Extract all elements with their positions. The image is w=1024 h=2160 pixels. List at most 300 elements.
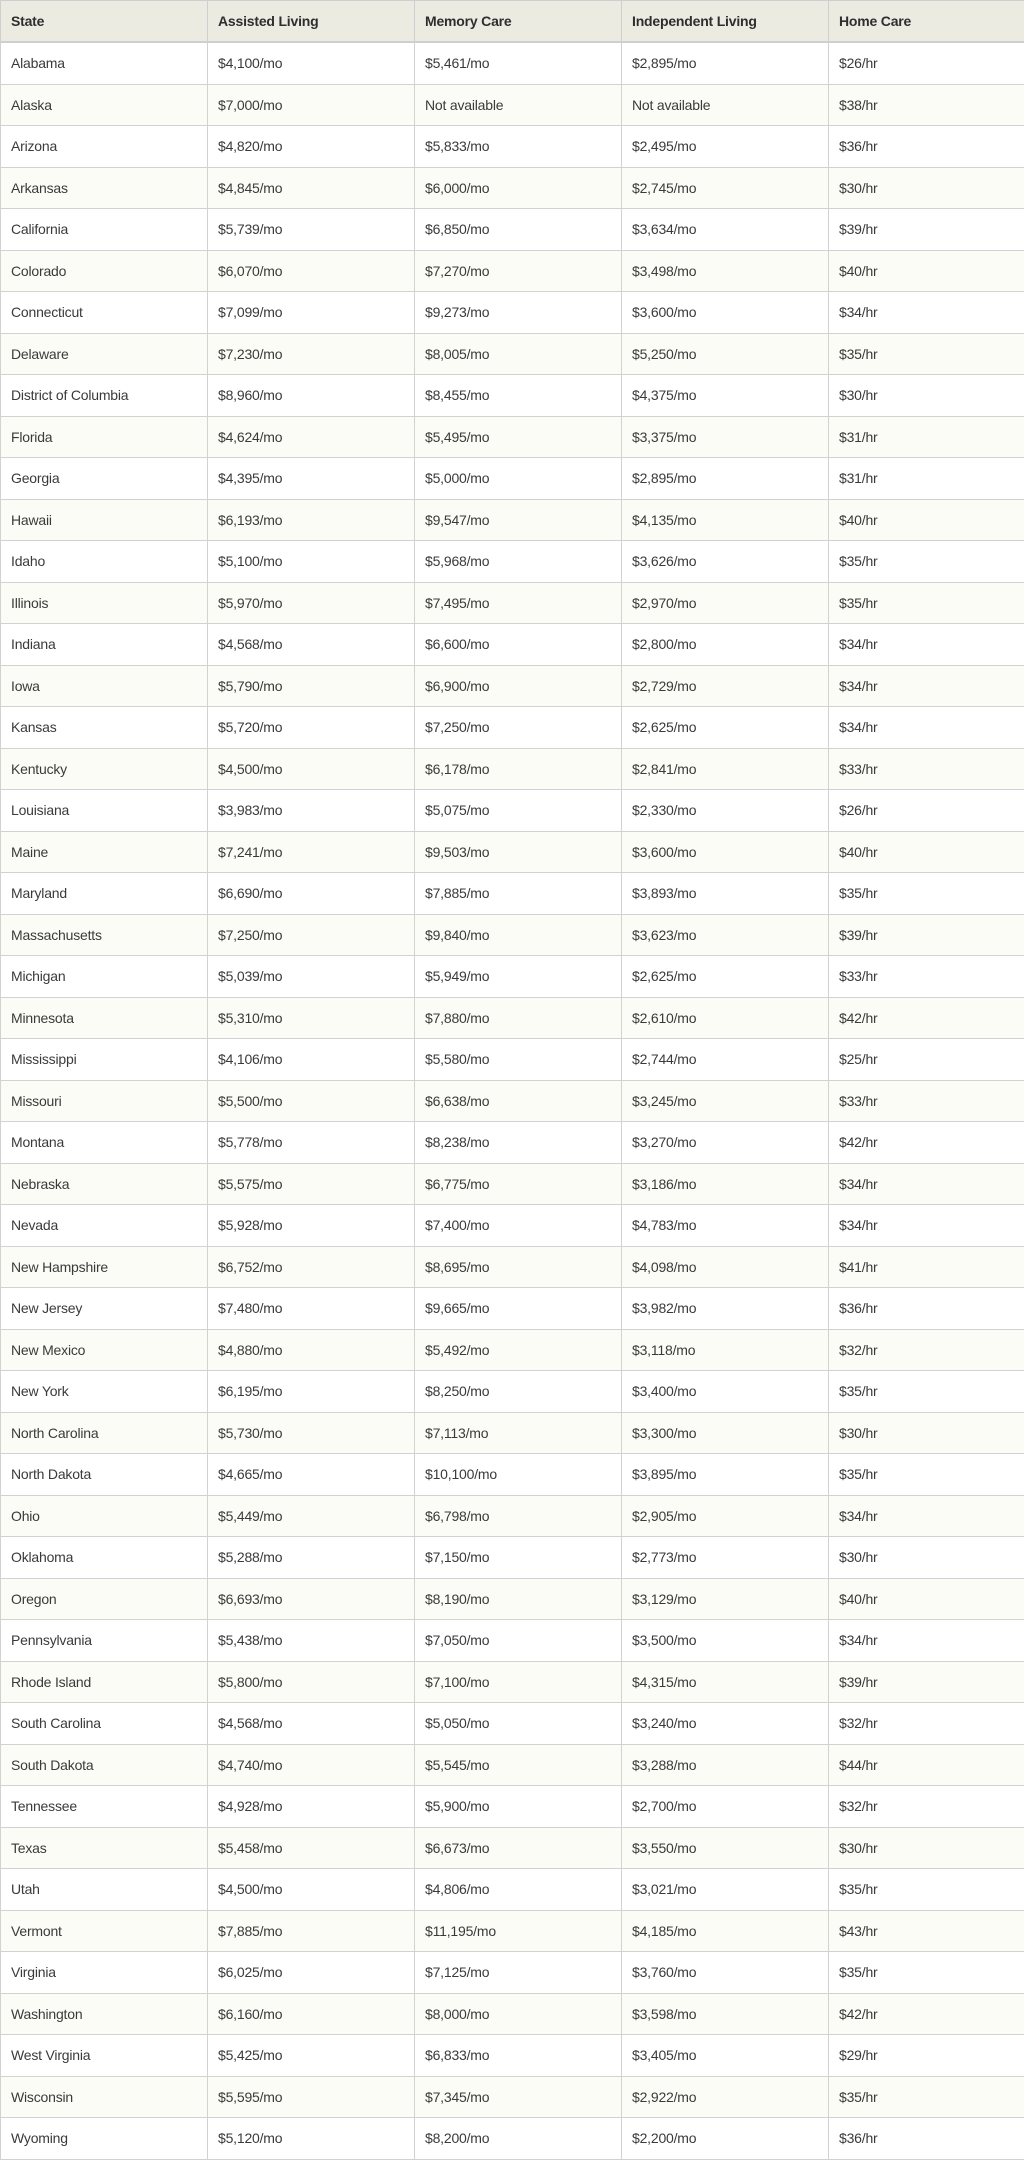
cell-state: Iowa	[1, 665, 208, 707]
cell-memory-care: $5,833/mo	[415, 126, 622, 168]
cell-memory-care: $5,461/mo	[415, 42, 622, 84]
cell-independent-living: $4,315/mo	[622, 1661, 829, 1703]
cell-memory-care: $7,345/mo	[415, 2076, 622, 2118]
cell-home-care: $35/hr	[829, 333, 1024, 375]
cell-home-care: $42/hr	[829, 1993, 1024, 2035]
cell-independent-living: $3,288/mo	[622, 1744, 829, 1786]
cell-state: Pennsylvania	[1, 1620, 208, 1662]
cell-memory-care: $10,100/mo	[415, 1454, 622, 1496]
cell-home-care: $40/hr	[829, 499, 1024, 541]
cell-memory-care: $9,273/mo	[415, 292, 622, 334]
cell-assisted-living: $5,720/mo	[208, 707, 415, 749]
cell-home-care: $42/hr	[829, 1122, 1024, 1164]
table-row	[1, 1578, 1024, 1620]
cell-state: Michigan	[1, 956, 208, 998]
cell-independent-living: $2,610/mo	[622, 997, 829, 1039]
cell-independent-living: $2,200/mo	[622, 2118, 829, 2160]
cell-memory-care: $6,638/mo	[415, 1080, 622, 1122]
cell-assisted-living: $8,960/mo	[208, 375, 415, 417]
cell-state: Minnesota	[1, 997, 208, 1039]
cell-memory-care: $8,005/mo	[415, 333, 622, 375]
cell-independent-living: $3,500/mo	[622, 1620, 829, 1662]
cell-state: Idaho	[1, 541, 208, 583]
cell-memory-care: $5,075/mo	[415, 790, 622, 832]
cell-state: North Carolina	[1, 1412, 208, 1454]
cell-home-care: $34/hr	[829, 665, 1024, 707]
cell-home-care: $42/hr	[829, 997, 1024, 1039]
table-body	[1, 42, 1024, 2159]
cell-state: New Jersey	[1, 1288, 208, 1330]
cell-assisted-living: $7,000/mo	[208, 84, 415, 126]
cell-assisted-living: $6,025/mo	[208, 1952, 415, 1994]
cell-home-care: $31/hr	[829, 458, 1024, 500]
cell-independent-living: $2,745/mo	[622, 167, 829, 209]
cell-state: Virginia	[1, 1952, 208, 1994]
cell-assisted-living: $4,500/mo	[208, 1869, 415, 1911]
table-row	[1, 416, 1024, 458]
cell-home-care: $36/hr	[829, 126, 1024, 168]
cell-independent-living: $3,245/mo	[622, 1080, 829, 1122]
cell-home-care: $40/hr	[829, 1578, 1024, 1620]
cell-assisted-living: $4,928/mo	[208, 1786, 415, 1828]
cell-memory-care: $9,665/mo	[415, 1288, 622, 1330]
table-row	[1, 1454, 1024, 1496]
table-row	[1, 375, 1024, 417]
cell-state: Alaska	[1, 84, 208, 126]
cell-independent-living: $3,598/mo	[622, 1993, 829, 2035]
cell-independent-living: $3,300/mo	[622, 1412, 829, 1454]
cell-memory-care: $8,238/mo	[415, 1122, 622, 1164]
cell-state: Colorado	[1, 250, 208, 292]
table-row	[1, 250, 1024, 292]
table-row	[1, 1039, 1024, 1081]
cell-assisted-living: $4,665/mo	[208, 1454, 415, 1496]
table-row	[1, 1288, 1024, 1330]
cell-assisted-living: $7,241/mo	[208, 831, 415, 873]
table-row	[1, 582, 1024, 624]
cell-state: Florida	[1, 416, 208, 458]
cell-home-care: $35/hr	[829, 582, 1024, 624]
cell-assisted-living: $5,500/mo	[208, 1080, 415, 1122]
cell-home-care: $29/hr	[829, 2035, 1024, 2077]
cell-state: Texas	[1, 1827, 208, 1869]
cell-memory-care: $8,455/mo	[415, 375, 622, 417]
cell-state: Kentucky	[1, 748, 208, 790]
cell-state: South Dakota	[1, 1744, 208, 1786]
cell-memory-care: $5,050/mo	[415, 1703, 622, 1745]
cell-independent-living: $2,841/mo	[622, 748, 829, 790]
cell-home-care: $33/hr	[829, 956, 1024, 998]
cell-memory-care: $4,806/mo	[415, 1869, 622, 1911]
table-row	[1, 1495, 1024, 1537]
cell-assisted-living: $3,983/mo	[208, 790, 415, 832]
cell-assisted-living: $5,438/mo	[208, 1620, 415, 1662]
cell-memory-care: $9,840/mo	[415, 914, 622, 956]
table-row	[1, 707, 1024, 749]
cell-home-care: $25/hr	[829, 1039, 1024, 1081]
cell-memory-care: $6,900/mo	[415, 665, 622, 707]
cell-independent-living: $3,400/mo	[622, 1371, 829, 1413]
cell-state: Georgia	[1, 458, 208, 500]
cell-home-care: $34/hr	[829, 707, 1024, 749]
cell-independent-living: $3,550/mo	[622, 1827, 829, 1869]
cell-independent-living: $2,970/mo	[622, 582, 829, 624]
cell-assisted-living: $6,193/mo	[208, 499, 415, 541]
cell-memory-care: $5,949/mo	[415, 956, 622, 998]
cell-home-care: $30/hr	[829, 167, 1024, 209]
cell-state: Vermont	[1, 1910, 208, 1952]
table-row	[1, 1869, 1024, 1911]
cell-independent-living: $2,905/mo	[622, 1495, 829, 1537]
cell-memory-care: $6,600/mo	[415, 624, 622, 666]
cell-state: New Hampshire	[1, 1246, 208, 1288]
header-assisted-living: Assisted Living	[208, 1, 415, 43]
cell-assisted-living: $4,740/mo	[208, 1744, 415, 1786]
cell-memory-care: $8,250/mo	[415, 1371, 622, 1413]
cell-assisted-living: $4,880/mo	[208, 1329, 415, 1371]
cell-home-care: $41/hr	[829, 1246, 1024, 1288]
cell-independent-living: $3,405/mo	[622, 2035, 829, 2077]
cell-assisted-living: $5,310/mo	[208, 997, 415, 1039]
table-row	[1, 790, 1024, 832]
table-row	[1, 126, 1024, 168]
cell-state: Washington	[1, 1993, 208, 2035]
cell-assisted-living: $6,690/mo	[208, 873, 415, 915]
cell-assisted-living: $5,120/mo	[208, 2118, 415, 2160]
cell-independent-living: $3,375/mo	[622, 416, 829, 458]
cell-home-care: $35/hr	[829, 1952, 1024, 1994]
table-row	[1, 831, 1024, 873]
cell-state: Indiana	[1, 624, 208, 666]
cell-state: South Carolina	[1, 1703, 208, 1745]
cell-memory-care: $9,547/mo	[415, 499, 622, 541]
cell-home-care: $26/hr	[829, 790, 1024, 832]
table-row	[1, 209, 1024, 251]
cell-assisted-living: $5,928/mo	[208, 1205, 415, 1247]
cell-independent-living: $2,922/mo	[622, 2076, 829, 2118]
cell-independent-living: $3,893/mo	[622, 873, 829, 915]
header-row	[1, 1, 1024, 43]
cell-home-care: $34/hr	[829, 1163, 1024, 1205]
cell-assisted-living: $5,039/mo	[208, 956, 415, 998]
cell-independent-living: $3,600/mo	[622, 831, 829, 873]
cell-state: West Virginia	[1, 2035, 208, 2077]
cell-state: Arkansas	[1, 167, 208, 209]
cell-home-care: $35/hr	[829, 873, 1024, 915]
cell-state: Kansas	[1, 707, 208, 749]
cell-independent-living: $3,498/mo	[622, 250, 829, 292]
cell-memory-care: $6,000/mo	[415, 167, 622, 209]
cell-state: Hawaii	[1, 499, 208, 541]
cell-state: North Dakota	[1, 1454, 208, 1496]
table-row	[1, 541, 1024, 583]
cell-memory-care: $8,190/mo	[415, 1578, 622, 1620]
cell-memory-care: $7,885/mo	[415, 873, 622, 915]
cell-independent-living: $2,773/mo	[622, 1537, 829, 1579]
cell-home-care: $32/hr	[829, 1329, 1024, 1371]
cell-assisted-living: $4,624/mo	[208, 416, 415, 458]
table-row	[1, 873, 1024, 915]
cell-state: Connecticut	[1, 292, 208, 334]
cell-assisted-living: $6,160/mo	[208, 1993, 415, 2035]
table-row	[1, 1910, 1024, 1952]
table-row	[1, 499, 1024, 541]
table-row	[1, 458, 1024, 500]
table-row	[1, 333, 1024, 375]
cell-assisted-living: $5,970/mo	[208, 582, 415, 624]
cell-memory-care: $6,673/mo	[415, 1827, 622, 1869]
cell-independent-living: $2,895/mo	[622, 458, 829, 500]
cell-independent-living: Not available	[622, 84, 829, 126]
cell-home-care: $33/hr	[829, 748, 1024, 790]
cell-independent-living: $3,626/mo	[622, 541, 829, 583]
cell-assisted-living: $5,100/mo	[208, 541, 415, 583]
table-row	[1, 2076, 1024, 2118]
cell-home-care: $30/hr	[829, 1537, 1024, 1579]
cell-assisted-living: $4,845/mo	[208, 167, 415, 209]
cell-memory-care: $7,100/mo	[415, 1661, 622, 1703]
cell-independent-living: $4,135/mo	[622, 499, 829, 541]
cell-home-care: $35/hr	[829, 2076, 1024, 2118]
table-header	[1, 1, 1024, 43]
cell-memory-care: $5,545/mo	[415, 1744, 622, 1786]
cell-home-care: $32/hr	[829, 1703, 1024, 1745]
cell-memory-care: $5,492/mo	[415, 1329, 622, 1371]
cell-home-care: $34/hr	[829, 1205, 1024, 1247]
table-row	[1, 42, 1024, 84]
table-row	[1, 1993, 1024, 2035]
cell-state: New Mexico	[1, 1329, 208, 1371]
cell-assisted-living: $7,480/mo	[208, 1288, 415, 1330]
cell-assisted-living: $7,250/mo	[208, 914, 415, 956]
cell-memory-care: $7,880/mo	[415, 997, 622, 1039]
table-row	[1, 1827, 1024, 1869]
cell-memory-care: $6,833/mo	[415, 2035, 622, 2077]
header-memory-care: Memory Care	[415, 1, 622, 43]
cell-assisted-living: $5,425/mo	[208, 2035, 415, 2077]
cell-home-care: $34/hr	[829, 1495, 1024, 1537]
cell-state: Delaware	[1, 333, 208, 375]
cell-home-care: $30/hr	[829, 1827, 1024, 1869]
table-row	[1, 1952, 1024, 1994]
table-row	[1, 1537, 1024, 1579]
cell-home-care: $38/hr	[829, 84, 1024, 126]
cell-state: District of Columbia	[1, 375, 208, 417]
cell-independent-living: $3,186/mo	[622, 1163, 829, 1205]
cell-state: California	[1, 209, 208, 251]
cell-state: Montana	[1, 1122, 208, 1164]
cell-independent-living: $3,021/mo	[622, 1869, 829, 1911]
cell-memory-care: $7,400/mo	[415, 1205, 622, 1247]
table-row	[1, 1080, 1024, 1122]
cell-home-care: $39/hr	[829, 914, 1024, 956]
cell-independent-living: $3,982/mo	[622, 1288, 829, 1330]
cell-home-care: $32/hr	[829, 1786, 1024, 1828]
cell-memory-care: $8,200/mo	[415, 2118, 622, 2160]
cell-home-care: $34/hr	[829, 624, 1024, 666]
table-row	[1, 1661, 1024, 1703]
cell-state: Oregon	[1, 1578, 208, 1620]
cell-independent-living: $5,250/mo	[622, 333, 829, 375]
cell-assisted-living: $5,790/mo	[208, 665, 415, 707]
cell-independent-living: $2,729/mo	[622, 665, 829, 707]
cell-independent-living: $3,634/mo	[622, 209, 829, 251]
header-home-care: Home Care	[829, 1, 1024, 43]
cell-state: Tennessee	[1, 1786, 208, 1828]
cell-home-care: $35/hr	[829, 1371, 1024, 1413]
cell-assisted-living: $7,099/mo	[208, 292, 415, 334]
table-row	[1, 1329, 1024, 1371]
cell-memory-care: $7,113/mo	[415, 1412, 622, 1454]
table-row	[1, 1246, 1024, 1288]
table-row	[1, 748, 1024, 790]
cell-state: Rhode Island	[1, 1661, 208, 1703]
table-row	[1, 1371, 1024, 1413]
cell-memory-care: $9,503/mo	[415, 831, 622, 873]
cell-independent-living: $2,495/mo	[622, 126, 829, 168]
cell-assisted-living: $4,568/mo	[208, 1703, 415, 1745]
cell-home-care: $35/hr	[829, 1454, 1024, 1496]
cell-assisted-living: $4,500/mo	[208, 748, 415, 790]
table-row	[1, 84, 1024, 126]
cell-home-care: $26/hr	[829, 42, 1024, 84]
table-row	[1, 665, 1024, 707]
cell-state: Nebraska	[1, 1163, 208, 1205]
cell-memory-care: $5,900/mo	[415, 1786, 622, 1828]
cell-memory-care: $6,850/mo	[415, 209, 622, 251]
cell-memory-care: $7,150/mo	[415, 1537, 622, 1579]
cell-memory-care: $5,000/mo	[415, 458, 622, 500]
cell-independent-living: $3,270/mo	[622, 1122, 829, 1164]
cell-assisted-living: $7,230/mo	[208, 333, 415, 375]
cell-independent-living: $2,625/mo	[622, 707, 829, 749]
cell-assisted-living: $4,820/mo	[208, 126, 415, 168]
table-row	[1, 1620, 1024, 1662]
cell-independent-living: $2,800/mo	[622, 624, 829, 666]
table-row	[1, 624, 1024, 666]
cell-memory-care: $7,495/mo	[415, 582, 622, 624]
cell-state: Alabama	[1, 42, 208, 84]
cell-state: Ohio	[1, 1495, 208, 1537]
cell-state: Wyoming	[1, 2118, 208, 2160]
table-row	[1, 1412, 1024, 1454]
cell-independent-living: $4,375/mo	[622, 375, 829, 417]
cell-memory-care: $6,798/mo	[415, 1495, 622, 1537]
cell-home-care: $31/hr	[829, 416, 1024, 458]
cell-home-care: $33/hr	[829, 1080, 1024, 1122]
cell-assisted-living: $4,568/mo	[208, 624, 415, 666]
cell-independent-living: $3,118/mo	[622, 1329, 829, 1371]
cell-home-care: $35/hr	[829, 1869, 1024, 1911]
table-row	[1, 956, 1024, 998]
cell-home-care: $36/hr	[829, 1288, 1024, 1330]
cell-assisted-living: $5,449/mo	[208, 1495, 415, 1537]
cell-state: Wisconsin	[1, 2076, 208, 2118]
cell-independent-living: $3,600/mo	[622, 292, 829, 334]
cell-independent-living: $3,240/mo	[622, 1703, 829, 1745]
cell-home-care: $30/hr	[829, 1412, 1024, 1454]
cell-state: Illinois	[1, 582, 208, 624]
table-row	[1, 1744, 1024, 1786]
table-row	[1, 2118, 1024, 2160]
cell-independent-living: $2,700/mo	[622, 1786, 829, 1828]
cell-state: Nevada	[1, 1205, 208, 1247]
table-row	[1, 1703, 1024, 1745]
cell-state: Mississippi	[1, 1039, 208, 1081]
cell-home-care: $39/hr	[829, 209, 1024, 251]
cell-state: Maine	[1, 831, 208, 873]
cell-assisted-living: $4,100/mo	[208, 42, 415, 84]
cell-home-care: $40/hr	[829, 250, 1024, 292]
cell-assisted-living: $4,106/mo	[208, 1039, 415, 1081]
cell-home-care: $39/hr	[829, 1661, 1024, 1703]
cell-independent-living: $3,760/mo	[622, 1952, 829, 1994]
cell-independent-living: $3,623/mo	[622, 914, 829, 956]
cell-memory-care: $7,125/mo	[415, 1952, 622, 1994]
cell-home-care: $30/hr	[829, 375, 1024, 417]
cell-memory-care: $7,050/mo	[415, 1620, 622, 1662]
table-row	[1, 997, 1024, 1039]
cell-memory-care: $8,000/mo	[415, 1993, 622, 2035]
cell-assisted-living: $6,195/mo	[208, 1371, 415, 1413]
cell-home-care: $44/hr	[829, 1744, 1024, 1786]
cell-assisted-living: $5,458/mo	[208, 1827, 415, 1869]
table-row	[1, 1205, 1024, 1247]
cell-assisted-living: $6,693/mo	[208, 1578, 415, 1620]
cell-memory-care: $5,968/mo	[415, 541, 622, 583]
cell-state: New York	[1, 1371, 208, 1413]
header-state: State	[1, 1, 208, 43]
table-row	[1, 167, 1024, 209]
cell-home-care: $40/hr	[829, 831, 1024, 873]
cell-independent-living: $4,098/mo	[622, 1246, 829, 1288]
cell-memory-care: $5,495/mo	[415, 416, 622, 458]
cell-state: Oklahoma	[1, 1537, 208, 1579]
header-independent-living: Independent Living	[622, 1, 829, 43]
cell-assisted-living: $5,288/mo	[208, 1537, 415, 1579]
cell-assisted-living: $5,595/mo	[208, 2076, 415, 2118]
cell-memory-care: $6,775/mo	[415, 1163, 622, 1205]
cell-assisted-living: $5,575/mo	[208, 1163, 415, 1205]
cell-memory-care: $8,695/mo	[415, 1246, 622, 1288]
cell-assisted-living: $6,752/mo	[208, 1246, 415, 1288]
table-row	[1, 292, 1024, 334]
cell-independent-living: $3,129/mo	[622, 1578, 829, 1620]
cell-independent-living: $2,625/mo	[622, 956, 829, 998]
table-row	[1, 914, 1024, 956]
cell-independent-living: $2,895/mo	[622, 42, 829, 84]
cell-home-care: $34/hr	[829, 1620, 1024, 1662]
cell-assisted-living: $4,395/mo	[208, 458, 415, 500]
cell-memory-care: $7,270/mo	[415, 250, 622, 292]
table-row	[1, 1163, 1024, 1205]
cell-state: Louisiana	[1, 790, 208, 832]
cell-state: Maryland	[1, 873, 208, 915]
cell-home-care: $35/hr	[829, 541, 1024, 583]
cell-home-care: $43/hr	[829, 1910, 1024, 1952]
cell-assisted-living: $5,778/mo	[208, 1122, 415, 1164]
cell-independent-living: $4,783/mo	[622, 1205, 829, 1247]
cell-assisted-living: $6,070/mo	[208, 250, 415, 292]
cell-independent-living: $3,895/mo	[622, 1454, 829, 1496]
cell-memory-care: $11,195/mo	[415, 1910, 622, 1952]
cell-assisted-living: $5,800/mo	[208, 1661, 415, 1703]
cell-assisted-living: $7,885/mo	[208, 1910, 415, 1952]
cell-memory-care: $5,580/mo	[415, 1039, 622, 1081]
cell-state: Arizona	[1, 126, 208, 168]
cell-home-care: $34/hr	[829, 292, 1024, 334]
cell-state: Massachusetts	[1, 914, 208, 956]
